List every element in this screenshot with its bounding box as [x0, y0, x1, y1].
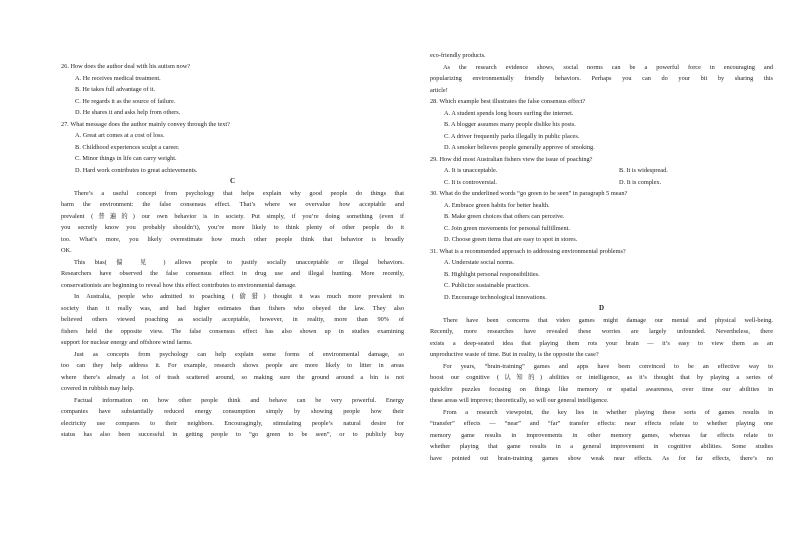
- answer-option: D. He shares it and asks help from others.: [75, 109, 181, 116]
- answer-option: A. He receives medical treatment.: [75, 74, 161, 82]
- passage-line: There’s a useful concept from psychology that helps explain why good people do things that: [74, 189, 404, 197]
- passage-line: electricity use compares to their neighbors. Encouragingly, stimulating people’s natural desire for: [61, 419, 404, 427]
- answer-option: A. Embrace green habits for better health.: [444, 201, 550, 209]
- answer-option: B. He takes full advantage of it.: [75, 86, 156, 93]
- passage-line: prevalent (普遍的) our own behavior is in society. Put simply, if you’re doing something (even if: [61, 212, 404, 220]
- question-29: [430, 154, 773, 189]
- passage-line: Factual information on how other people think and behave can be very powerful. Energy: [74, 396, 404, 404]
- passage-line: these areas will improve; theoretically, so will our general intelligence.: [430, 397, 609, 404]
- answer-option: D. Encourage technological innovations.: [444, 293, 547, 301]
- passage-line: Researchers have observed the false consensus effect in drug use and illegal hunting. More recently,: [61, 270, 404, 277]
- question-stem: 29. How did most Australian fishers view the issue of poaching?: [430, 155, 593, 163]
- passage-c: [61, 188, 404, 441]
- question-stem: 30. What do the underlined words “go green to be seen” in paragraph 5 mean?: [430, 190, 628, 197]
- passage-line: quickfire puzzles focusing on things like memory or spatial awareness, over time our abilities in: [430, 385, 773, 393]
- answer-option: D. A smoker believes people generally approve of smoking.: [444, 144, 595, 151]
- answer-option: D. It is complex.: [619, 178, 662, 186]
- passage-line: OK.: [61, 247, 72, 254]
- passage-line: too. What’s more, you likely overestimate how much other people think that behavior is broadly: [61, 235, 404, 243]
- passage-line: For years, “brain-training” games and apps have been convinced to be an effective way to: [443, 362, 773, 370]
- left-column: [61, 61, 404, 441]
- passage-line: popularizing environmentally friendly behaviors. Perhaps you can do your bit by sharing this: [430, 75, 773, 82]
- passage-line: you secretly know you probably shouldn’t), you’re more likely to think plenty of other people do it: [61, 224, 404, 231]
- passage-line: conservationists are beginning to reveal how this effect contributes to environmental damage.: [61, 281, 297, 289]
- passage-line: “transfer” effects — “near” and “far” transfer effects: near effects relate to whether playing one: [430, 420, 773, 427]
- answer-option: C. Minor things in life can carry weight.: [75, 155, 177, 162]
- passage-line: Recently, more researches have revealed these worries are largely unfounded. Nevertheless, there: [430, 328, 773, 335]
- question-stem: 27. What message does the author mainly convey through the text?: [61, 120, 230, 128]
- passage-line: From a research viewpoint, the key lies in whether playing these sorts of games results in: [443, 408, 773, 416]
- answer-option: C. A driver frequently parks illegally in public places.: [444, 132, 580, 140]
- answer-option: C. Publicize sustainable practices.: [444, 282, 530, 289]
- passage-line: memory game results in improvements in other memory games, whereas far effects relate to: [430, 431, 773, 439]
- passage-line: have pointed out brain-training games show weak near effects. As for far effects, there’s no: [430, 454, 773, 462]
- question-27: [61, 119, 404, 177]
- passage-line: status has also been successful in getting people to “go green to be seen”, or to publicly buy: [61, 431, 404, 438]
- question-30: [430, 188, 773, 246]
- passage-line: believed others viewed poaching as socially acceptable, however, in reality, more than 90% of: [61, 316, 404, 323]
- section-d-heading: D: [598, 304, 605, 312]
- answer-option: A. It is unacceptable.: [444, 167, 498, 174]
- answer-option: A. Understate social norms.: [444, 259, 515, 266]
- question-28: [430, 96, 773, 154]
- passage-line: fishers held the opposite view. The false consensus effect has also shown up in studies examining: [61, 327, 404, 335]
- passage-line: support for nuclear energy and offshore wind farms.: [61, 339, 193, 346]
- passage-line: This bias( 偏 见 ) allows people to justify socially unacceptable or illegal behaviors.: [74, 258, 404, 266]
- answer-option: D. Hard work contributes to great achievements.: [75, 166, 198, 174]
- passage-line: where there’s already a lot of trash scattered around, so making sure the ground around a bin is not: [61, 373, 404, 381]
- question-stem: 26. How does the author deal with his autism now?: [61, 63, 191, 70]
- answer-option: D. Choose green items that are easy to spot in stores.: [444, 236, 578, 243]
- answer-option: B. Highlight personal responsibilities.: [444, 270, 540, 278]
- option-row: [430, 177, 773, 189]
- passage-c-end: [430, 50, 773, 96]
- passage-line: society than it really was, and had higher estimates than fishers who obeyed the law. They also: [61, 304, 404, 312]
- answer-option: B. Childhood experiences sculpt a career.: [75, 143, 180, 151]
- passage-line: exists a deep-seated idea that playing them rots your brain — it’s easy to view them as an: [430, 339, 773, 347]
- passage-line: eco-friendly products.: [430, 52, 486, 59]
- question-26: [61, 61, 404, 119]
- passage-line: unproductive waste of time. But in reality, is the opposite the case?: [430, 351, 599, 358]
- passage-line: As the research evidence shows, social norms can be a powerful force in encouraging and: [443, 63, 773, 71]
- right-column: [430, 50, 773, 464]
- question-31: [430, 246, 773, 304]
- question-stem: 28. Which example best illustrates the false consensus effect?: [430, 98, 586, 105]
- passage-line: There have been concerns that video games might damage our mental and physical well-being.: [443, 316, 773, 324]
- option-row: [430, 165, 773, 177]
- section-c-heading: C: [229, 177, 236, 185]
- passage-line: boost our cognitive (认知的) abilities or intelligence, as it’s thought that by playing a series of: [430, 374, 773, 381]
- passage-line: article!: [430, 86, 448, 94]
- answer-option: B. A blogger assumes many people dislike his posts.: [444, 121, 576, 128]
- answer-option: A. A student spends long hours surfing the internet.: [444, 109, 574, 117]
- question-stem: 31. What is a recommended approach to addressing environmental problems?: [430, 247, 626, 255]
- answer-option: C. Join green movements for personal fulfillment.: [444, 224, 570, 232]
- passage-line: whether playing that game results in a general improvement in cognitive abilities. Some studies: [430, 443, 773, 450]
- passage-line: companies have substantially reduced energy consumption simply by showing people how their: [61, 408, 404, 415]
- passage-line: harm the environment: the false consensus effect. That’s where we overvalue how acceptable and: [61, 201, 404, 208]
- answer-option: B. It is widespread.: [619, 167, 668, 174]
- passage-line: In Australia, people who admitted to poaching (偷猎) thought it was much more prevalent in: [74, 293, 404, 300]
- answer-option: B. Make green choices that others can perceive.: [444, 213, 565, 220]
- passage-d: [430, 315, 773, 465]
- answer-option: A. Great art comes at a cost of loss.: [75, 132, 165, 139]
- answer-option: C. He regards it as the source of failure.: [75, 97, 176, 105]
- passage-line: too can they help address it. For example, research shows people are more likely to litter in areas: [61, 362, 404, 369]
- passage-line: Just as concepts from psychology can help explain some forms of environmental damage, so: [74, 350, 404, 358]
- answer-option: C. It is controversial.: [444, 178, 497, 186]
- passage-line: covered in rubbish may help.: [61, 385, 135, 392]
